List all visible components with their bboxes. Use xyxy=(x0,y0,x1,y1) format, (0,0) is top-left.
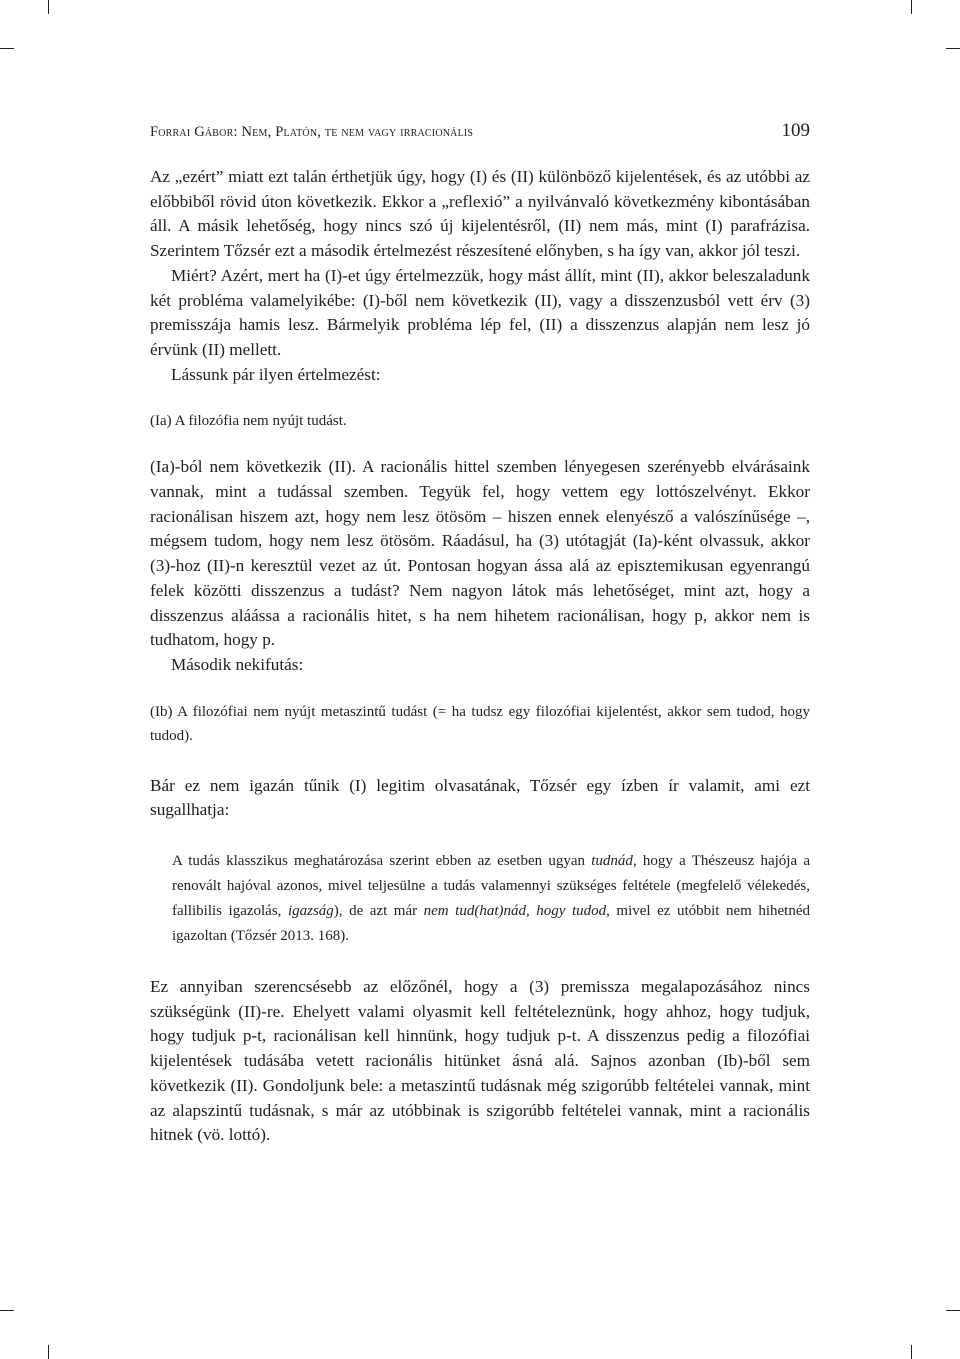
quote-emphasis: igazság xyxy=(287,903,334,920)
paragraph-1: Az „ezért” miatt ezt talán érthetjük úgy, hogy (I) és (II) különböző kijelentések, és az utóbbi az előbbiből rövid úton következik. Ekkor a „reflexió” a nyilvánvaló következmény kibontásában áll. A másik lehetőség, hogy nincs szó új kijelentésről, (II) nem más, mint (I) parafrázisa. Szerintem Tőzsér ezt a második értelmezést részesítené előnyben, s ha így van, akkor jól teszi. xyxy=(150,167,810,261)
crop-mark xyxy=(0,48,14,49)
running-header xyxy=(150,120,810,142)
crop-mark xyxy=(48,1345,49,1359)
crop-mark xyxy=(0,1310,14,1311)
crop-mark xyxy=(911,1345,912,1359)
example-ib: (Ib) A filozófiai nem nyújt metaszintű tudást (= ha tudsz egy filozófiai kijelentést, akkor sem tudod, hogy tudod). xyxy=(150,703,810,744)
paragraph-3: Lássunk pár ilyen értelmezést: xyxy=(171,364,381,384)
page-number: 109 xyxy=(781,120,810,141)
block-quote xyxy=(172,849,810,949)
crop-mark xyxy=(946,1310,960,1311)
crop-mark xyxy=(946,48,960,49)
paragraph-2: Miért? Azért, mert ha (I)-et úgy értelmezzük, hogy mást állít, mint (II), akkor beleszaladunk két probléma valamelyikébe: (I)-ből nem következik (II), vagy a disszenzusból vett érv (3) premisszája hamis lesz. Bármelyik probléma lép fel, (II) a disszenzus alapján nem lesz jó érvünk (II) mellett. xyxy=(150,265,810,359)
body-text xyxy=(150,165,810,1148)
quote-emphasis: tudnád xyxy=(591,853,633,870)
quote-emphasis: nem tud(hat)nád, hogy tudod xyxy=(423,903,607,920)
quote-text: , mivel ez utóbbit nem hihetnéd igazoltan (Tőzsér 2013. 168). xyxy=(172,903,810,945)
paragraph-7: Ez annyiban szerencsésebb az előzőnél, hogy a (3) premissza megalapozásához nincs szükségünk (II)-re. Ehelyett valami olyasmit kell feltételeznünk, hogy ahhoz, hogy tudjuk, hogy tudjuk p-t, racionálisan kell hinnünk, hogy tudjuk p-t. A disszenzus pedig a filozófiai kijelentések tudásába vetett racionális hitünket ásná alá. Sajnos azonban (Ib)-ből sem következik (II). Gondoljunk bele: a metaszintű tudásnak még szigorúbb feltételei vannak, mint az alapszintű tudásnak, s már az utóbbinak is szigorúbb feltételei vannak, mint a racionális hitnek (vö. lottó). xyxy=(150,977,810,1145)
crop-mark xyxy=(48,0,49,14)
paragraph-4: (Ia)-ból nem következik (II). A racionális hittel szemben lényegesen szerényebb elvárásaink vannak, mint a tudással szemben. Tegyük fel, hogy vettem egy lottószelvényt. Ekkor racionálisan hiszem azt, hogy nem lesz ötösöm – hiszen ennek elenyésző a valószínűsége –, mégsem tudom, hogy nem lesz ötösöm. Ráadásul, ha (3) utótagját (Ia)-ként olvassuk, akkor (3)-hoz (II)-n keresztül vezet az út. Pontosan hogyan ássa alá az episztemikusan egyenrangú felek közötti disszenzus a tudást? Nem nagyon látok más lehetőséget, mint azt, hogy a disszenzus aláássa a racionális hitet, s ha nem hihetem racionálisan, hogy p, akkor nem is tudhatom, hogy p. xyxy=(150,457,810,650)
example-ia: (Ia) A filozófia nem nyújt tudást. xyxy=(150,413,347,430)
quote-text: A tudás klasszikus meghatározása szerint ebben az esetben ugyan xyxy=(172,853,592,870)
paragraph-5: Második nekifutás: xyxy=(171,654,304,674)
quote-text: ), de azt már xyxy=(333,903,424,920)
paragraph-6: Bár ez nem igazán tűnik (I) legitim olvasatának, Tőzsér egy ízben ír valamit, ami ezt sugallhatja: xyxy=(150,775,810,820)
crop-mark xyxy=(911,0,912,14)
quote-text: , hogy a Thészeusz hajója a renovált hajóval azonos, mivel teljesülne a tudás valamennyi szükséges feltétele (megfelelő vélekedés, fallibilis igazolás, xyxy=(172,853,810,920)
running-title: Forrai Gábor: Nem, Platón, te nem vagy irracionális xyxy=(150,124,474,140)
